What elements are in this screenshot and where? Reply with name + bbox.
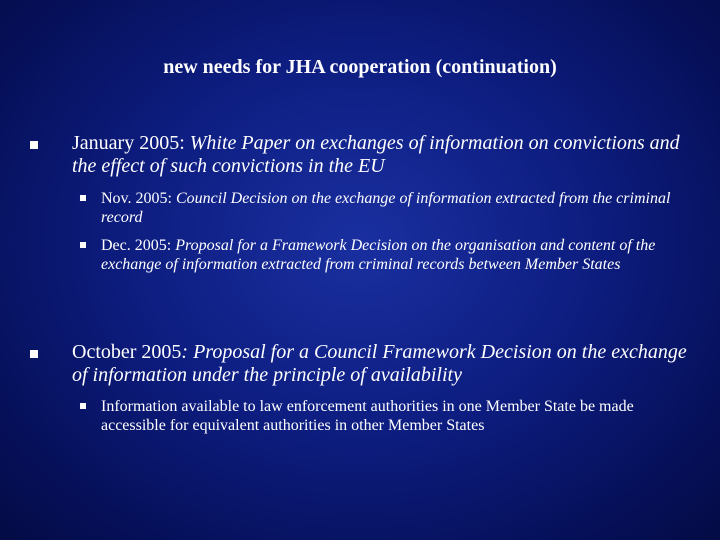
sub-bullet-text bbox=[101, 397, 680, 435]
sub-bullet-text bbox=[101, 189, 680, 227]
square-bullet-icon bbox=[30, 141, 38, 149]
sub-bullet-lead: Dec. 2005: bbox=[101, 237, 176, 254]
bullet-text bbox=[72, 341, 700, 387]
sub-bullet-dec-2005 bbox=[80, 236, 680, 274]
bullet-october-2005 bbox=[30, 341, 700, 387]
square-bullet-icon bbox=[80, 195, 86, 201]
bullet-january-2005 bbox=[30, 132, 700, 178]
sub-bullet-lead: Nov. 2005: bbox=[101, 190, 176, 207]
square-bullet-icon bbox=[80, 242, 86, 248]
square-bullet-icon bbox=[30, 350, 38, 358]
sub-bullet-italic: Council Decision on the exchange of information extracted from the criminal record bbox=[101, 190, 671, 226]
square-bullet-icon bbox=[80, 403, 86, 409]
slide-title: new needs for JHA cooperation (continuation) bbox=[163, 56, 557, 78]
bullet-italic: : Proposal for a Council Framework Decision on the exchange of information under the principle of availability bbox=[72, 341, 687, 386]
bullet-italic: White Paper on exchanges of information on convictions and the effect of such convictions in the EU bbox=[72, 132, 680, 177]
bullet-lead: October 2005 bbox=[72, 341, 182, 363]
sub-bullet-italic: Proposal for a Framework Decision on the organisation and content of the exchange of information extracted from criminal records between Member States bbox=[101, 237, 656, 273]
sub-bullet-lead: Information available to law enforcement authorities in one Member State be made accessible for equivalent authorities in other Member States bbox=[101, 398, 634, 434]
sub-bullet-text bbox=[101, 236, 680, 274]
sub-bullet-information-available bbox=[80, 397, 680, 435]
sub-bullet-nov-2005 bbox=[80, 189, 680, 227]
bullet-text bbox=[72, 132, 700, 178]
bullet-lead: January 2005: bbox=[72, 132, 190, 154]
